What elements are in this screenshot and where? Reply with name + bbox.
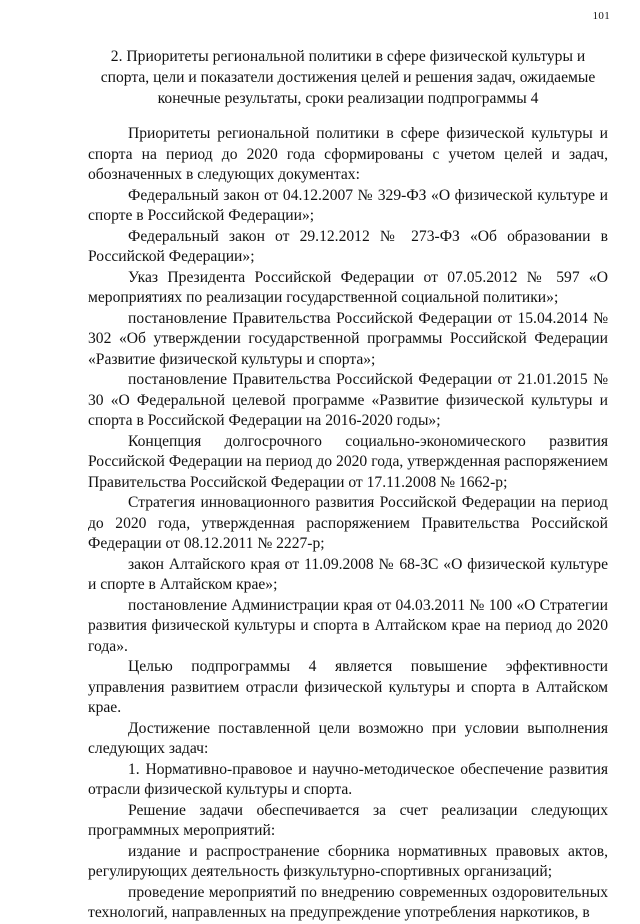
paragraph-concept: Концепция долгосрочного социально-экономического развития Российской Федерации на период до 2020 года, утвержденная распоряжением Правительства Российской Федерации от 17.11.2008 № 1662-р; bbox=[88, 432, 608, 491]
paragraph-strategy: Стратегия инновационного развития Российской Федерации на период до 2020 года, утвержденная распоряжением Правительства Российской Федерации от 08.12.2011 № 2227-р; bbox=[88, 494, 608, 552]
paragraph-intro: Приоритеты региональной политики в сфере физической культуры и спорта на период до 2020 года сформированы с учетом целей и задач, обозначенных в следующих документах: bbox=[88, 125, 608, 183]
paragraph-altai-resolution: постановление Администрации края от 04.03.2011 № 100 «О Стратегии развития физической культуры и спорта в Алтайском крае на период до 2020 года». bbox=[88, 596, 608, 655]
paragraph-government-resolution-30: постановление Правительства Российской Федерации от 21.01.2015 № 30 «О Федеральной целевой программе «Развитие физической культуры и спорта в Российской Федерации на 2016-2020 годы»; bbox=[88, 371, 608, 429]
paragraph-measure-publication: издание и распространение сборника нормативных правовых актов, регулирующих деятельность физкультурно-спортивных организаций; bbox=[88, 842, 608, 880]
paragraph-government-resolution-302: постановление Правительства Российской Федерации от 15.04.2014 № 302 «Об утверждении государственной программы Российской Федерации «Развитие физической культуры и спорта»; bbox=[88, 309, 608, 368]
paragraph-presidential-decree: Указ Президента Российской Федерации от 07.05.2012 № 597 «О мероприятиях по реализации государственной социальной политики»; bbox=[88, 268, 608, 306]
paragraph-tasks-intro: Достижение поставленной цели возможно при условии выполнения следующих задач: bbox=[88, 719, 608, 757]
page-number: 101 bbox=[592, 10, 610, 22]
paragraph-goal: Целью подпрограммы 4 является повышение эффективности управления развитием отрасли физической культуры и спорта в Алтайском крае. bbox=[88, 658, 608, 716]
paragraph-measure-events: проведение мероприятий по внедрению современных оздоровительных технологий, направленных на предупреждение употребления наркотиков, в bbox=[88, 883, 608, 921]
section-heading: 2. Приоритеты региональной политики в сфере физической культуры и спорта, цели и показатели достижения целей и решения задач, ожидаемые конечные результаты, сроки реализации подпрограммы 4 bbox=[100, 48, 596, 107]
paragraph-task-solution: Решение задачи обеспечивается за счет реализации следующих программных мероприятий: bbox=[88, 801, 608, 839]
paragraph-federal-law-273: Федеральный закон от 29.12.2012 № 273-ФЗ «Об образовании в Российской Федерации»; bbox=[88, 227, 608, 265]
paragraph-altai-law: закон Алтайского края от 11.09.2008 № 68-ЗС «О физической культуре и спорте в Алтайском крае»; bbox=[88, 555, 608, 593]
paragraph-task-1: 1. Нормативно-правовое и научно-методическое обеспечение развития отрасли физической культуры и спорта. bbox=[88, 760, 608, 798]
paragraph-federal-law-329: Федеральный закон от 04.12.2007 № 329-ФЗ «О физической культуре и спорте в Российской Федерации»; bbox=[88, 186, 608, 224]
document-body bbox=[88, 124, 608, 924]
